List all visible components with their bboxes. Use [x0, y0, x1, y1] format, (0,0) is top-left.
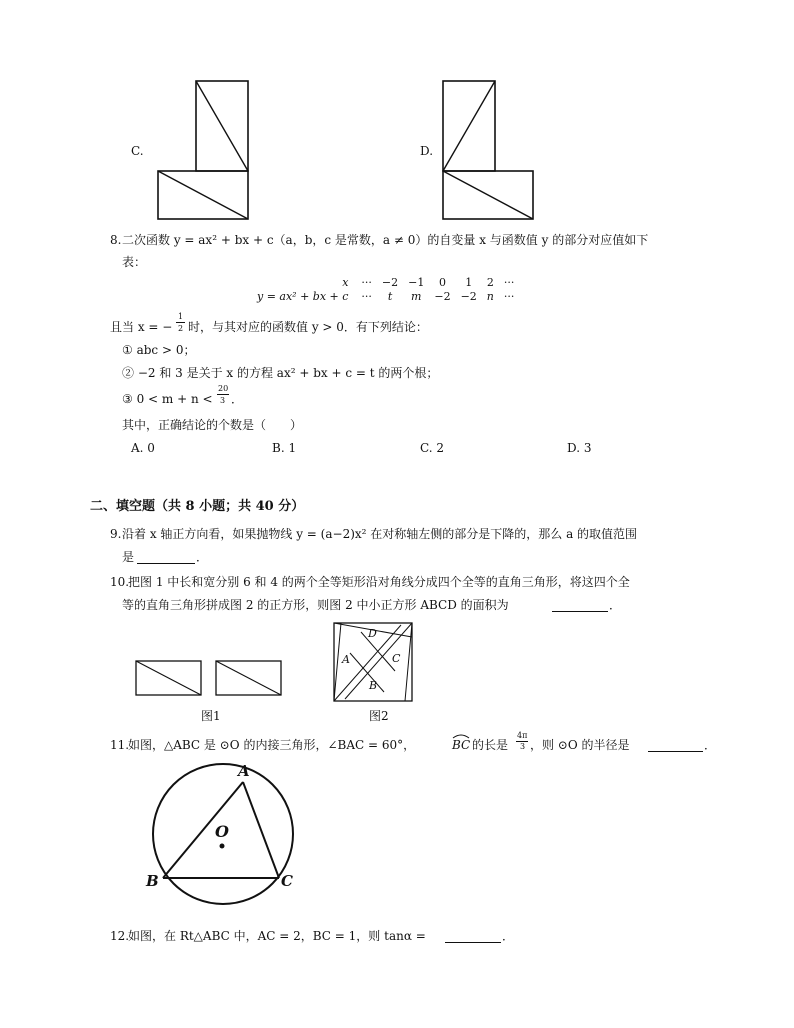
- q10-figure-1-caption: 图1: [201, 709, 221, 723]
- q10-number: 10.: [110, 575, 130, 589]
- q8-table-cell: ···: [361, 290, 372, 303]
- q12-answer-blank: [445, 942, 501, 943]
- q11-text-suffix: ，则 ⊙O 的半径是: [530, 738, 630, 752]
- q8-table-cell: 2: [486, 276, 494, 289]
- q9-number: 9.: [110, 527, 122, 541]
- q12-text-end: ．: [502, 929, 515, 943]
- q11-arc-label: BC: [452, 738, 471, 752]
- q11-figure-label-b: B: [146, 872, 159, 890]
- q9-line2-suffix: ．: [196, 550, 209, 564]
- q10-figure-2-caption: 图2: [369, 709, 389, 723]
- q8-condition-frac-num: 1: [178, 312, 184, 321]
- q8-table-row2-header: y = ax² + bx + c: [257, 290, 349, 303]
- q8-table-cell: ···: [503, 290, 515, 303]
- q8-table-cell: −2: [434, 290, 451, 303]
- q10-figure-1: [135, 660, 285, 696]
- q8-conclusion-1: ① abc > 0；: [122, 343, 196, 357]
- q8-option-c: C. 2: [420, 441, 445, 455]
- option-c-figure: [157, 80, 249, 220]
- q10-figure-2-label-d: D: [368, 627, 377, 640]
- q8-table-row-x: [252, 276, 519, 290]
- q9-line1: 沿着 x 轴正方向看，如果抛物线 y = (a−2)x² 在对称轴左侧的部分是下降的，那么 a 的取值范围: [122, 527, 638, 541]
- section-2-title: 二、填空题（共 8 小题；共 40 分）: [90, 499, 305, 514]
- q8-conclusion-3-frac-num: 20: [218, 384, 229, 393]
- q11-figure-label-o: O: [215, 822, 229, 841]
- q8-table-row1-header: x: [342, 276, 349, 289]
- q8-table-cell: 0: [438, 276, 446, 289]
- q11-text-mid: 的长是: [472, 738, 509, 752]
- q11-frac-num: 4π: [517, 731, 528, 740]
- q8-table-cell: n: [486, 290, 494, 303]
- option-d-figure: [442, 80, 534, 220]
- q11-text-end: ．: [704, 738, 717, 752]
- q8-condition-suffix: 时，与其对应的函数值 y > 0．有下列结论：: [188, 320, 428, 334]
- q10-figure-2-label-a: A: [342, 653, 350, 666]
- q10-figure-2-label-b: B: [369, 679, 378, 692]
- q8-stem-line2: 表：: [122, 255, 147, 269]
- q8-table-cell: −1: [408, 276, 425, 289]
- q10-line2-suffix: ．: [609, 598, 622, 612]
- q8-condition-frac-bar: [176, 322, 185, 323]
- q10-figure-2-label-c: C: [392, 652, 401, 665]
- q10-line2-prefix: 等的直角三角形拼成图 2 的正方形，则图 2 中小正方形 ABCD 的面积为: [122, 598, 509, 612]
- q10-answer-blank: [552, 611, 608, 612]
- q12-number: 12.: [110, 929, 130, 943]
- q11-figure-label-a: A: [238, 762, 250, 780]
- q11-frac-den: 3: [520, 742, 526, 751]
- q8-conclusion-3-frac-bar: [217, 394, 229, 395]
- q8-number: 8.: [110, 233, 122, 247]
- q12-text-prefix: 如图，在 Rt△ABC 中，AC = 2，BC = 1，则 tanα =: [128, 929, 426, 943]
- q8-table-row-y: [252, 290, 519, 304]
- q9-line2-prefix: 是: [122, 550, 135, 564]
- q9-answer-blank: [137, 563, 195, 564]
- q11-answer-blank: [648, 751, 703, 752]
- q8-table-cell: ···: [361, 276, 372, 289]
- q11-number: 11.: [110, 738, 130, 752]
- q8-table-cell: t: [387, 290, 393, 303]
- q8-conclusion-3-frac-den: 3: [220, 396, 226, 405]
- q11-figure-label-c: C: [281, 872, 293, 890]
- option-c-label: C.: [131, 144, 144, 158]
- q8-table-cell: ···: [503, 276, 515, 289]
- q8-conclusion-3-prefix: ③ 0 < m + n <: [122, 392, 213, 406]
- q8-table-cell: 1: [465, 276, 473, 289]
- q10-line1: 把图 1 中长和宽分别 6 和 4 的两个全等矩形沿对角线分成四个全等的直角三角形，将这四个全: [128, 575, 630, 589]
- q11-arc-symbol: [452, 733, 470, 739]
- q8-condition-frac-den: 2: [178, 324, 184, 333]
- q8-conclusion-3-suffix: ．: [231, 392, 244, 406]
- q8-table-cell: −2: [381, 276, 399, 289]
- q8-table-cell: m: [411, 290, 422, 303]
- q8-conclusion-2: ② −2 和 3 是关于 x 的方程 ax² + bx + c = t 的两个根；: [122, 366, 439, 380]
- q8-stem-line1: 二次函数 y = ax² + bx + c（a，b，c 是常数，a ≠ 0）的自变量 x 与函数值 y 的部分对应值如下: [122, 233, 649, 247]
- q8-condition-prefix: 且当 x = −: [110, 320, 173, 334]
- q11-text-prefix: 如图，△ABC 是 ⊙O 的内接三角形，∠BAC = 60°，: [128, 738, 416, 752]
- q8-option-d: D. 3: [567, 441, 592, 455]
- q8-table-cell: −2: [460, 290, 477, 303]
- q8-option-a: A. 0: [131, 441, 155, 455]
- q8-question: 其中，正确结论的个数是（ ）: [122, 418, 303, 432]
- q8-option-b: B. 1: [272, 441, 297, 455]
- option-d-label: D.: [420, 144, 434, 158]
- q8-value-table: [252, 276, 519, 304]
